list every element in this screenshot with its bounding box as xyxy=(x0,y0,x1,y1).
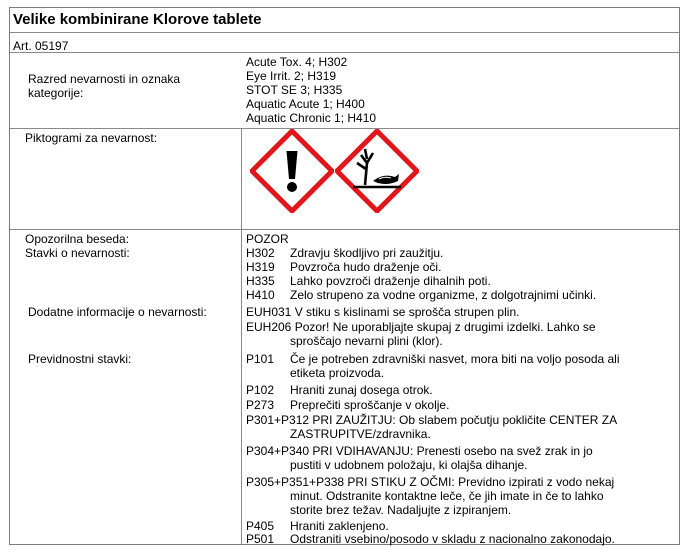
additional-info-label: Dodatne informacije o nevarnosti: xyxy=(28,305,207,319)
classification-label: Razred nevarnosti in oznaka xyxy=(28,72,181,86)
p-code: P273 xyxy=(246,398,275,412)
classification-value: Eye Irrit. 2; H319 xyxy=(246,69,337,83)
precautionary-label: Previdnostni stavki: xyxy=(28,352,132,366)
p-text: Hraniti zunaj dosega otrok. xyxy=(290,383,433,397)
classification-label-2: kategorije: xyxy=(28,86,84,100)
divider xyxy=(10,229,679,230)
p-code: P501 xyxy=(246,532,275,546)
euh031-text: EUH031 V stiku s kislinami se sprošča strupen plin. xyxy=(246,305,520,319)
p-text: Odstraniti vsebino/posodo v skladu z nacionalno zakonodajo. xyxy=(290,532,615,546)
hazard-text: Lahko povzroči draženje dihalnih poti. xyxy=(290,274,491,288)
p-text: P304+P340 PRI VDIHAVANJU: Prenesti osebo na svež zrak in jo xyxy=(246,444,593,458)
p-text: etiketa proizvoda. xyxy=(290,366,385,380)
classification-value: STOT SE 3; H335 xyxy=(246,83,343,97)
p-text: Preprečiti sproščanje v okolje. xyxy=(290,398,450,412)
hazard-code: H335 xyxy=(246,274,275,288)
p-code: P405 xyxy=(246,519,275,533)
p-text: P301+P312 PRI ZAUŽITJU: Ob slabem počutju pokličite CENTER ZA xyxy=(246,413,618,427)
divider xyxy=(10,32,679,33)
p-text: Hraniti zaklenjeno. xyxy=(290,519,389,533)
hazard-text: Zelo strupeno za vodne organizme, z dolgotrajnimi učinki. xyxy=(290,288,597,302)
signal-word-label: Opozorilna beseda: xyxy=(25,232,130,246)
divider xyxy=(10,52,679,53)
p-text: ZASTRUPITVE/zdravnika. xyxy=(290,427,431,441)
euh206-text-2: sproščajo nevarni plini (klor). xyxy=(290,334,443,348)
column-divider xyxy=(241,128,242,544)
classification-value: Aquatic Chronic 1; H410 xyxy=(246,111,377,125)
p-code: P102 xyxy=(246,383,275,397)
article-number: Art. 05197 xyxy=(13,39,69,53)
euh206-text: EUH206 Pozor! Ne uporabljajte skupaj z drugimi izdelki. Lahko se xyxy=(246,320,596,334)
hazard-text: Povzroča hudo draženje oči. xyxy=(290,260,442,274)
environment-icon xyxy=(335,129,419,213)
pictograms-label: Piktogrami za nevarnost: xyxy=(25,131,158,145)
safety-label-sheet xyxy=(9,7,680,545)
hazard-text: Zdravju škodljivo pri zaužitju. xyxy=(290,246,444,260)
exclamation-mark-icon xyxy=(250,129,334,213)
hazard-code: H302 xyxy=(246,246,275,260)
p-text: pustiti v udobnem položaju, ki olajša dihanje. xyxy=(290,458,528,472)
classification-value: Acute Tox. 4; H302 xyxy=(246,55,348,69)
hazard-statements-label: Stavki o nevarnosti: xyxy=(25,246,130,260)
hazard-code: H319 xyxy=(246,260,275,274)
classification-value: Aquatic Acute 1; H400 xyxy=(246,97,365,111)
p-text: Če je potreben zdravniški nasvet, mora biti na voljo posoda ali xyxy=(290,352,620,366)
product-title: Velike kombinirane Klorove tablete xyxy=(13,11,262,28)
hazard-code: H410 xyxy=(246,288,275,302)
signal-word-value: POZOR xyxy=(246,232,289,246)
p-text: minut. Odstranite kontaktne leče, če jih imate in če to lahko xyxy=(290,489,604,503)
p-text: P305+P351+P338 PRI STIKU Z OČMI: Previdno izpirati z vodo nekaj xyxy=(246,475,615,489)
p-code: P101 xyxy=(246,352,275,366)
p-text: storite brez težav. Nadaljujte z izpiranjem. xyxy=(290,503,512,517)
